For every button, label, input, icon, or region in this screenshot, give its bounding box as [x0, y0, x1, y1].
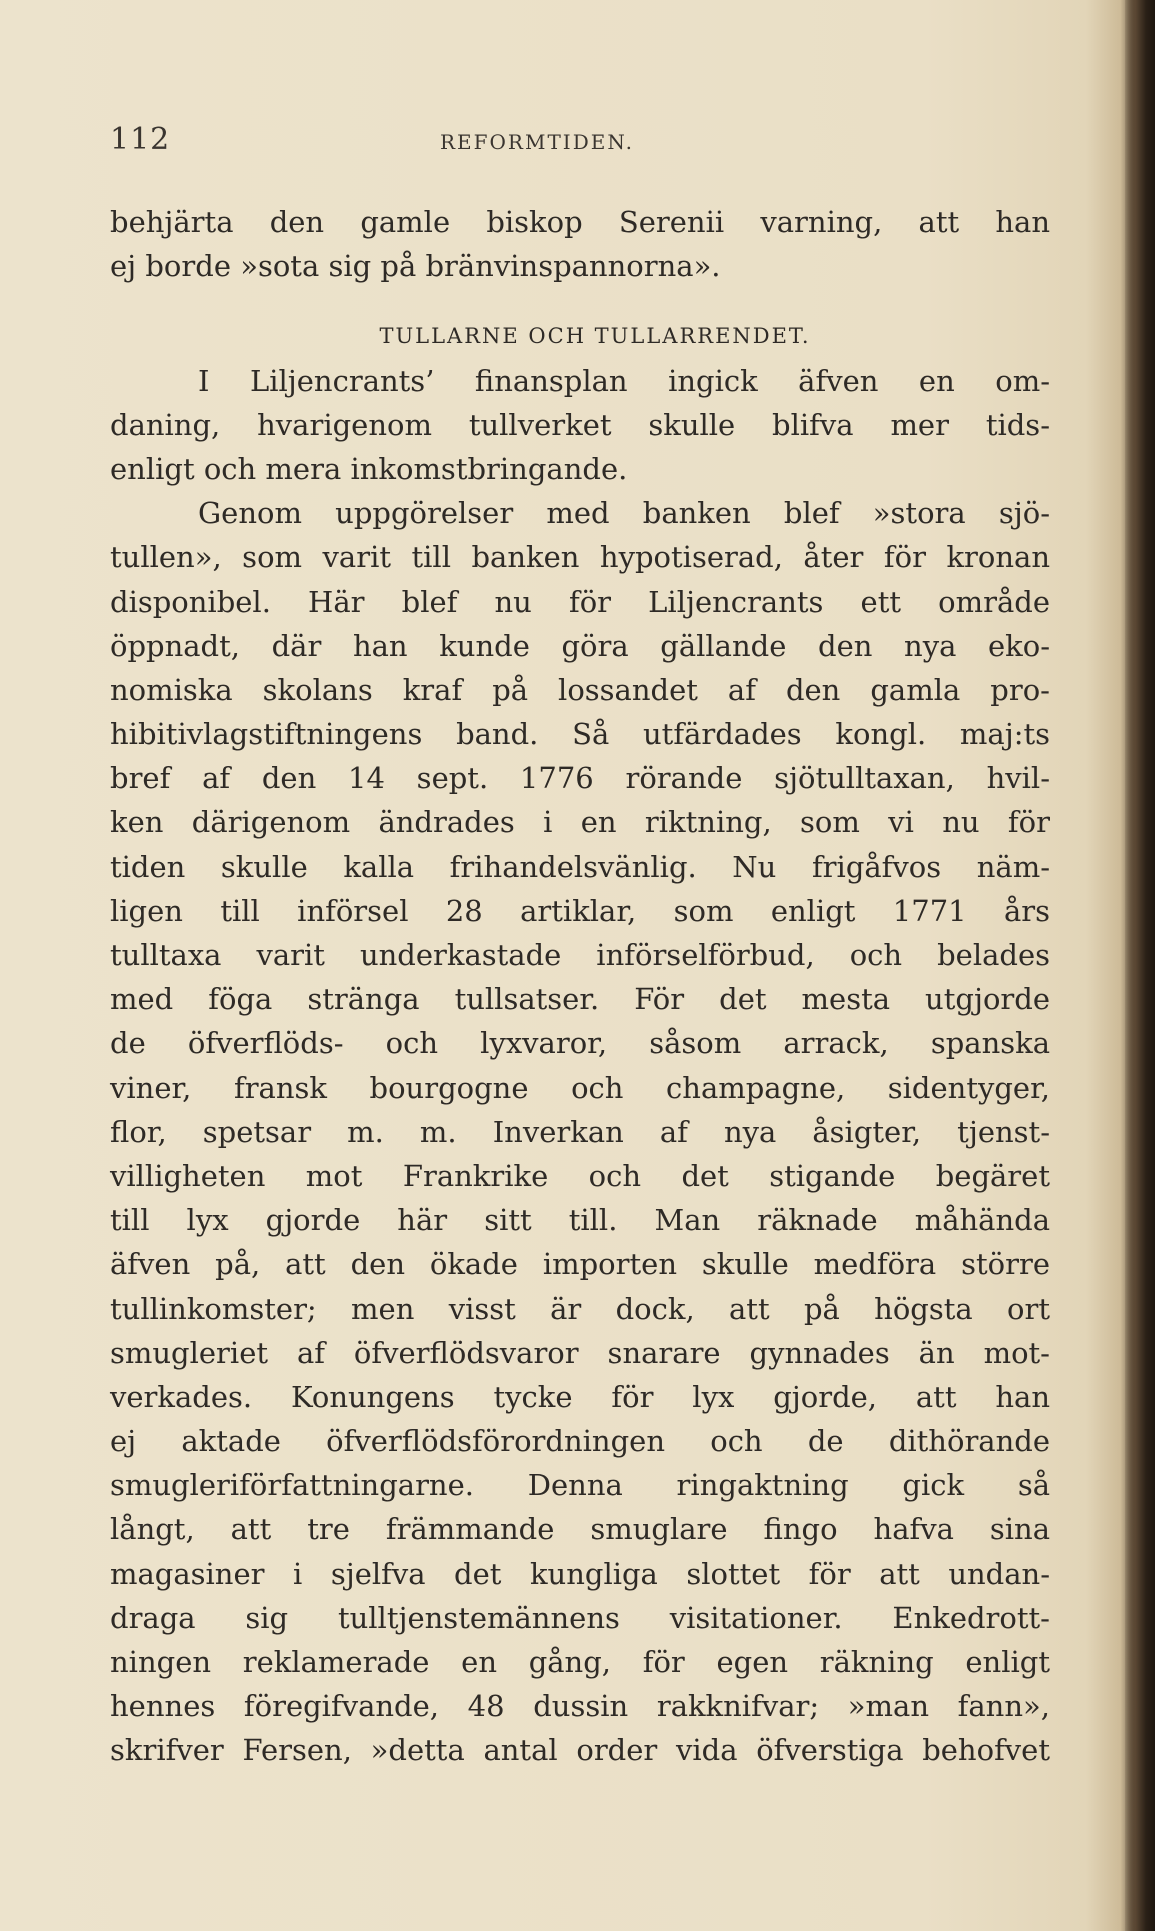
- text-line: verkades. Konungens tycke för lyx gjorde, att han: [110, 1379, 1050, 1414]
- text-line: tulltaxa varit underkastade införselförbud, och belades: [110, 938, 1050, 972]
- text-line: tiden skulle kalla frihandelsvänlig. Nu frigåfvos näm-: [110, 849, 1050, 884]
- text-line: draga sig tulltjenstemännens visitationer. Enkedrott-: [110, 1600, 1050, 1635]
- text-line: daning, hvarigenom tullverket skulle blifva mer tids-: [110, 407, 1050, 442]
- text-line: Genom uppgörelser med banken blef »stora sjö-: [198, 496, 1050, 531]
- text-line: hennes föregifvande, 48 dussin rakknifvar; »man fann»,: [110, 1689, 1050, 1724]
- text-line: ningen reklamerade en gång, för egen räkning enligt: [110, 1645, 1050, 1679]
- text-line: flor, spetsar m. m. Inverkan af nya åsigter, tjenst-: [110, 1114, 1050, 1149]
- text-line: skrifver Fersen, »detta antal order vida öfverstiga behofvet: [110, 1733, 1050, 1768]
- text-line: hibitivlagstiftningens band. Så utfärdades kongl. maj:ts: [110, 717, 1050, 752]
- text-line: till lyx gjorde här sitt till. Man räknade måhända: [110, 1203, 1050, 1238]
- text-line: ken därigenom ändrades i en riktning, som vi nu för: [110, 805, 1050, 840]
- text-line: viner, fransk bourgogne och champagne, sidentyger,: [110, 1070, 1050, 1105]
- text-line: villigheten mot Frankrike och det stigande begäret: [110, 1158, 1050, 1193]
- text-line: nomiska skolans kraf på lossandet af den gamla pro-: [110, 672, 1050, 707]
- text-line: ej aktade öfverflödsförordningen och de dithörande: [110, 1424, 1050, 1459]
- text-line: tullinkomster; men visst är dock, att på högsta ort: [110, 1291, 1050, 1326]
- text-line: bref af den 14 sept. 1776 rörande sjötulltaxan, hvil-: [110, 761, 1050, 796]
- text-line: disponibel. Här blef nu för Liljencrants ett område: [110, 584, 1050, 619]
- text-line: smugleriförfattningarne. Denna ringaktning gick så: [110, 1468, 1050, 1503]
- text-line: äfven på, att den ökade importen skulle medföra större: [110, 1247, 1050, 1282]
- text-line: öppnadt, där han kunde göra gällande den nya eko-: [110, 628, 1050, 663]
- text-line: smugleriet af öfverflödsvaror snarare gynnades än mot-: [110, 1335, 1050, 1370]
- running-head: REFORMTIDEN.: [440, 130, 634, 154]
- text-line: magasiner i sjelfva det kungliga slottet för att undan-: [110, 1556, 1050, 1591]
- text-line: tullen», som varit till banken hypotiserad, åter för kronan: [110, 540, 1050, 575]
- text-line: de öfverflöds- och lyxvaror, såsom arrack, spanska: [110, 1026, 1050, 1061]
- text-line: långt, att tre främmande smuglare fingo hafva sina: [110, 1512, 1050, 1547]
- text-line: ligen till införsel 28 artiklar, som enligt 1771 års: [110, 893, 1050, 928]
- section-heading: TULLARNE OCH TULLARRENDET.: [379, 324, 811, 349]
- text-line: med föga stränga tullsatser. För det mesta utgjorde: [110, 982, 1050, 1017]
- text-line: I Liljencrants’ finansplan ingick äfven en om-: [198, 363, 1050, 398]
- text-line: behjärta den gamle biskop Serenii varning, att han: [110, 205, 1050, 239]
- page-header: [110, 122, 1050, 162]
- text-line: enligt och mera inkomstbringande.: [110, 451, 628, 486]
- page-number: 112: [110, 122, 171, 157]
- page-binding-edge: [1125, 0, 1155, 1931]
- body-text: [110, 200, 1050, 1773]
- text-line: ej borde »sota sig på bränvinspannorna».: [110, 249, 721, 284]
